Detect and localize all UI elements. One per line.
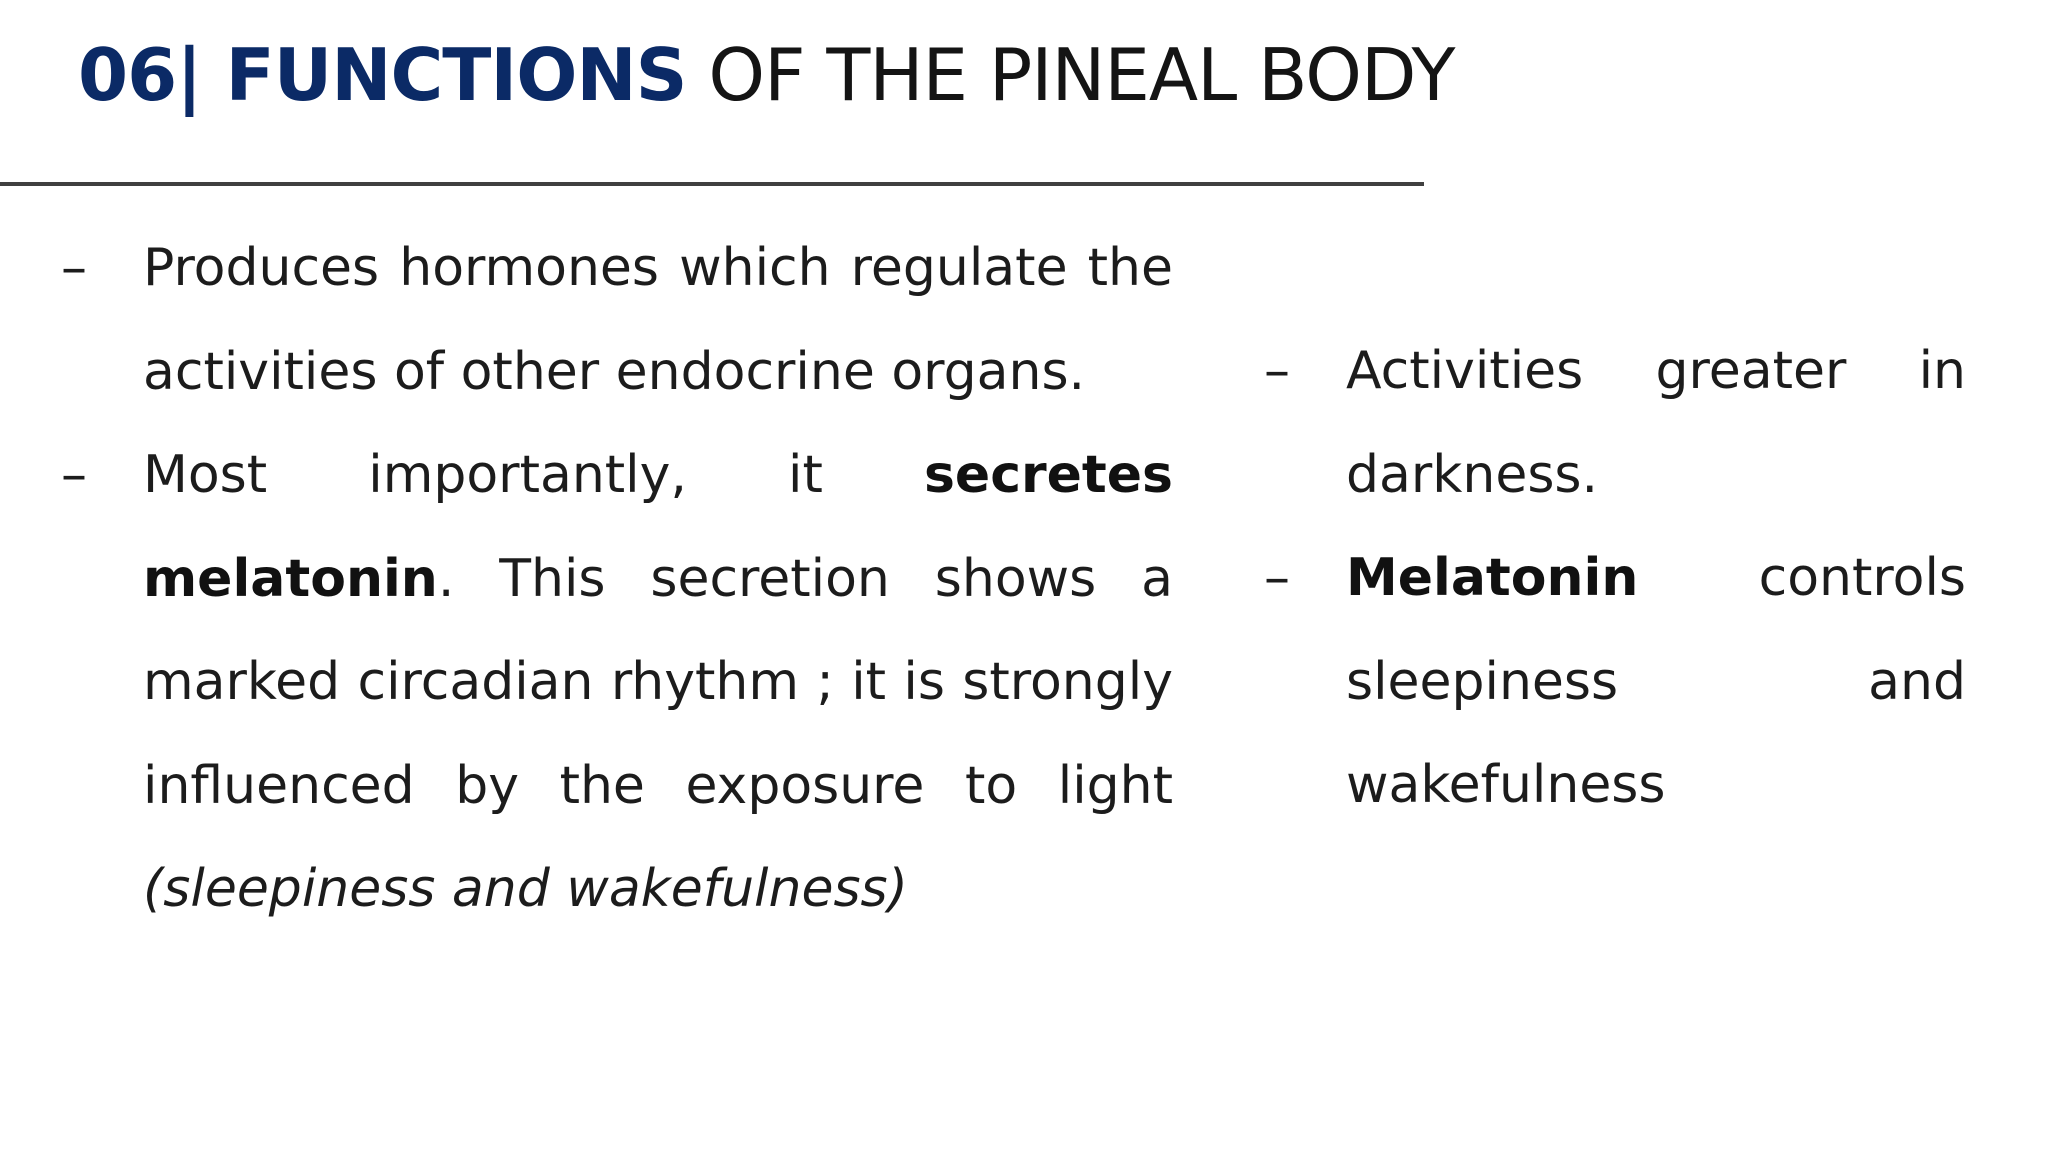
- dash-bullet-icon: –: [1264, 341, 1290, 401]
- title-divider: [0, 182, 1424, 186]
- dash-bullet-icon: –: [61, 238, 87, 298]
- title-accent: 06| FUNCTIONS: [78, 33, 687, 117]
- bullet-text-italic: (sleepiness and wakefulness): [143, 859, 908, 919]
- bullet-text-bold: secretes melatonin: [143, 445, 1173, 609]
- bullet-text: Activities greater in darkness.: [1346, 341, 1966, 505]
- dash-bullet-icon: –: [1264, 548, 1290, 608]
- list-item: [61, 217, 1173, 424]
- title-rest: OF THE PINEAL BODY: [686, 33, 1455, 117]
- bullet-text-lead: Most importantly, it: [143, 445, 924, 505]
- bullet-text: Produces hormones which regulate the activities of other endocrine organs.: [143, 238, 1173, 402]
- dash-bullet-icon: –: [61, 445, 87, 505]
- slide-title: [78, 30, 1454, 120]
- right-bullet-list: [1264, 320, 1966, 838]
- list-item: [1264, 527, 1966, 838]
- list-item: [61, 424, 1173, 942]
- bullet-text-body: . This secretion shows a marked circadian rhythm ; it is strongly influenced by the exposure to light: [143, 548, 1173, 816]
- list-item: [1264, 320, 1966, 527]
- left-bullet-list: [61, 217, 1173, 942]
- bullet-text-bold: Melatonin: [1346, 548, 1639, 608]
- bullet-text-body: controls sleepiness and wakefulness: [1346, 548, 1966, 815]
